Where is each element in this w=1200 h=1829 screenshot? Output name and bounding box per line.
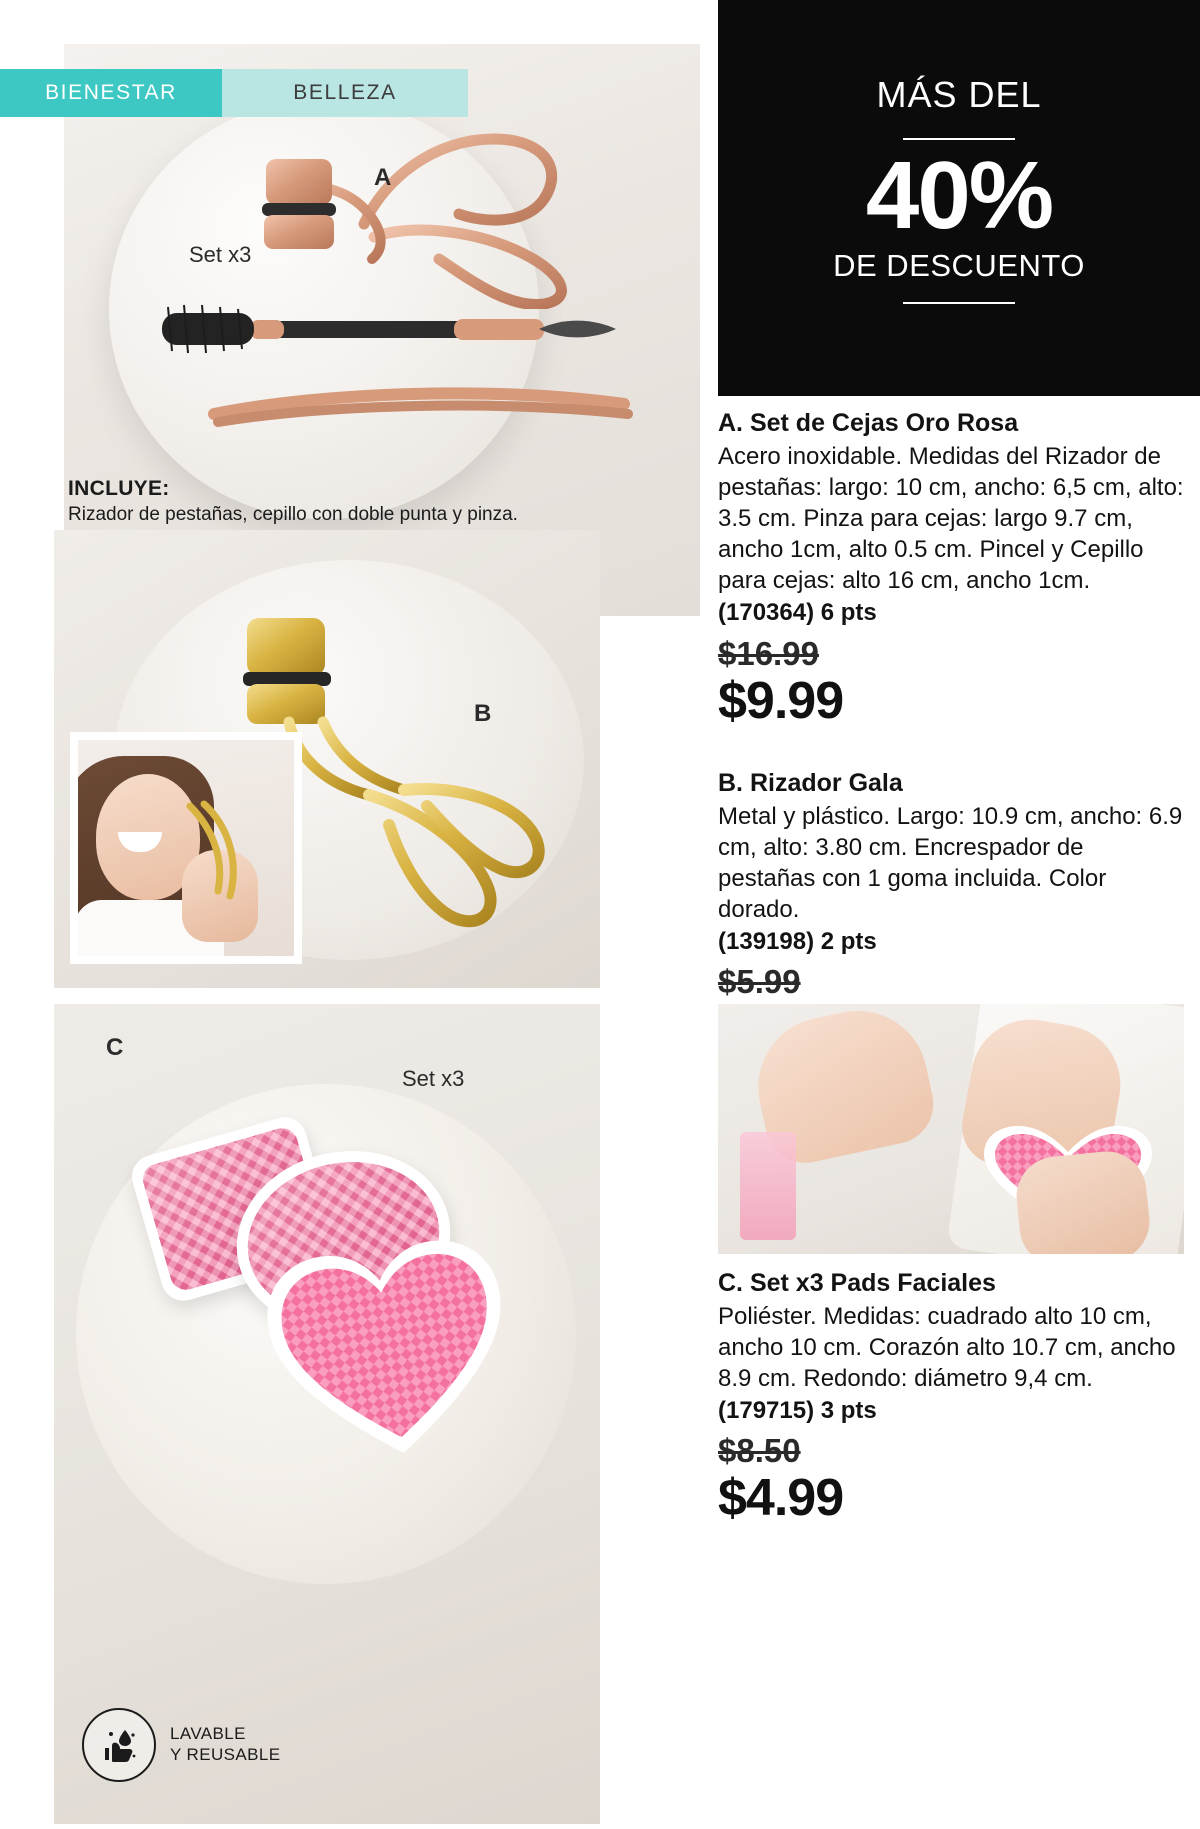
washable-line-2: Y REUSABLE — [170, 1745, 281, 1764]
tweezers-illustration — [204, 374, 644, 434]
discount-prefix: MÁS DEL — [876, 73, 1042, 115]
washable-badge — [82, 1708, 280, 1782]
photo-label-b: B — [474, 700, 492, 727]
product-a-title: A. Set de Cejas Oro Rosa — [718, 409, 1019, 437]
product-card-a — [718, 408, 1184, 728]
tab-bienestar[interactable]: BIENESTAR — [0, 69, 222, 117]
eyelash-curler-rose-gold-illustration — [244, 119, 604, 309]
product-photo-b — [54, 530, 600, 988]
discount-suffix: DE DESCUENTO — [833, 248, 1085, 284]
dual-ended-brush-illustration — [154, 299, 634, 359]
product-photo-c — [54, 1004, 600, 1824]
divider-top — [903, 138, 1015, 140]
washable-line-1: LAVABLE — [170, 1724, 246, 1744]
category-tabs[interactable] — [0, 69, 468, 117]
inset-model-photo — [70, 732, 302, 964]
includes-text: Rizador de pestañas, cepillo con doble punta y pinza. — [68, 504, 518, 525]
washable-hand-icon — [82, 1708, 156, 1782]
product-c-title: C. Set x3 Pads Faciales — [718, 1269, 996, 1297]
product-a-description: Acero inoxidable. Medidas del Rizador de pestañas: largo: 10 cm, ancho: 6,5 cm, alto: 3.5 cm. Pinza para cejas: largo 9.7 cm, ancho 1cm, alto 0.5 cm. Pincel y Cepillo para cejas: alto 16 cm, ancho 1cm. — [718, 442, 1184, 595]
fingers-front — [1013, 1148, 1154, 1254]
product-a-code-points: (170364) 6 pts — [718, 599, 877, 627]
photo-label-a: A — [374, 164, 392, 191]
product-a-new-price: $9.99 — [718, 671, 844, 730]
product-b-code-points: (139198) 2 pts — [718, 928, 877, 956]
discount-banner — [718, 0, 1200, 396]
right-info-column — [718, 0, 1200, 1829]
set-badge-a: Set x3 — [189, 242, 252, 267]
facial-pad-heart — [249, 1216, 529, 1479]
product-c-new-price: $4.99 — [718, 1469, 844, 1528]
product-a-old-price: $16.99 — [718, 634, 819, 672]
divider-bottom — [903, 302, 1015, 304]
product-c-code-points: (179715) 3 pts — [718, 1397, 877, 1425]
includes-title: INCLUYE: — [68, 477, 170, 500]
product-b-description: Metal y plástico. Largo: 10.9 cm, ancho: 6.9 cm, alto: 3.80 cm. Encrespador de pestañas con 1 goma incluida. Color dorado. — [718, 802, 1183, 924]
product-b-title: B. Rizador Gala — [718, 769, 903, 797]
product-b-old-price: $5.99 — [718, 963, 801, 1001]
product-c-old-price: $8.50 — [718, 1432, 801, 1470]
photo-label-c: C — [106, 1034, 124, 1061]
washable-badge-text — [170, 1724, 280, 1765]
set-badge-c: Set x3 — [402, 1066, 465, 1091]
product-photo-c-model — [718, 1004, 1184, 1254]
product-c-description: Poliéster. Medidas: cuadrado alto 10 cm, ancho 10 cm. Corazón alto 10.7 cm, ancho 8.9 cm. Redondo: diámetro 9,4 cm. — [718, 1302, 1176, 1392]
discount-percent: 40% — [865, 141, 1053, 249]
product-card-c — [718, 1268, 1184, 1528]
tab-belleza[interactable]: BELLEZA — [222, 69, 468, 117]
includes-block — [68, 477, 628, 526]
spray-bottle — [740, 1132, 796, 1240]
